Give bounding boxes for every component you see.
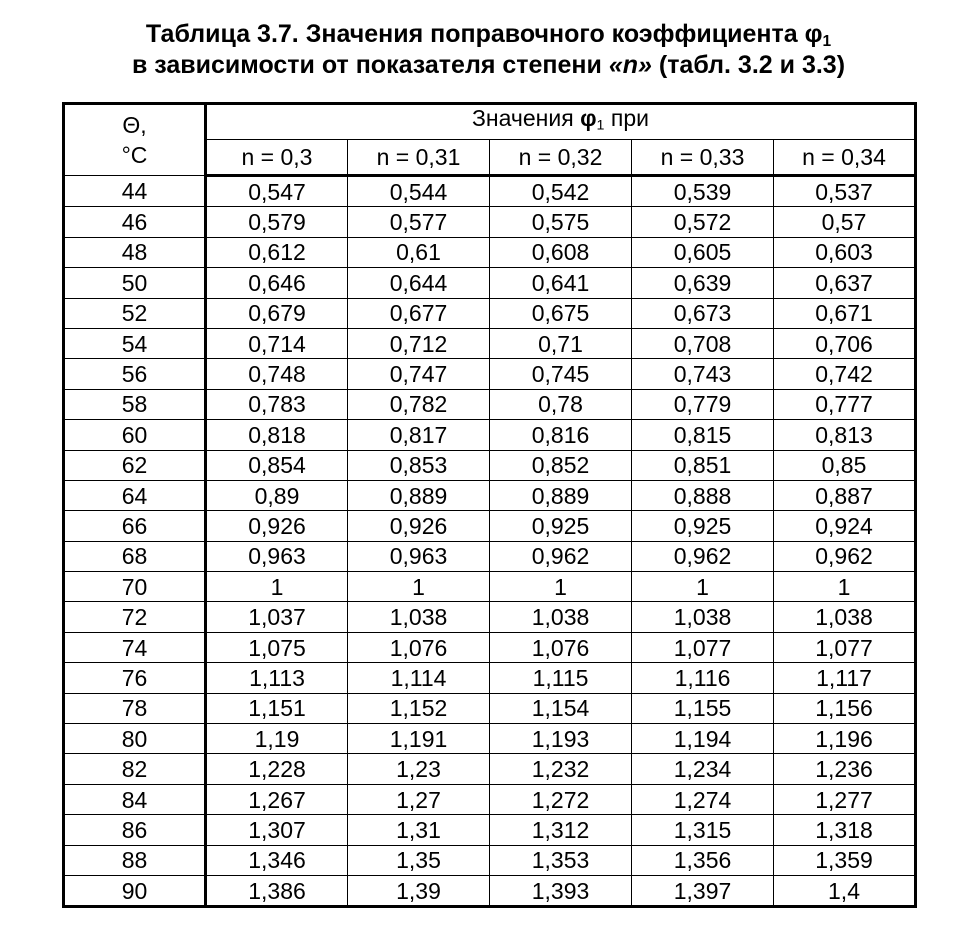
title-text: Таблица 3.7. Значения поправочного коэффициента — [145, 20, 805, 48]
coefficient-cell: 1,196 — [774, 724, 916, 754]
coefficient-cell: 0,963 — [348, 541, 490, 571]
coefficient-cell: 0,963 — [206, 541, 348, 571]
coefficient-cell: 0,924 — [774, 511, 916, 541]
coefficient-cell: 0,815 — [632, 420, 774, 450]
coefficient-cell: 1,151 — [206, 693, 348, 723]
coefficient-cell: 0,962 — [774, 541, 916, 571]
coefficient-cell: 0,925 — [490, 511, 632, 541]
phi-subscript: 1 — [822, 32, 832, 50]
coefficient-cell: 1,346 — [206, 845, 348, 875]
coefficient-cell: 0,579 — [206, 207, 348, 237]
temperature-cell: 74 — [64, 632, 206, 662]
coefficient-cell: 0,577 — [348, 207, 490, 237]
coefficient-cell: 1,356 — [632, 845, 774, 875]
coefficient-cell: 1,19 — [206, 724, 348, 754]
coefficient-cell: 0,745 — [490, 359, 632, 389]
coefficient-cell: 0,926 — [206, 511, 348, 541]
coefficient-cell: 0,962 — [490, 541, 632, 571]
coefficient-cell: 1,116 — [632, 663, 774, 693]
coefficient-cell: 0,706 — [774, 328, 916, 358]
coefficient-cell: 0,639 — [632, 268, 774, 298]
table-row — [64, 480, 916, 510]
coefficient-cell: 0,544 — [348, 176, 490, 207]
coefficient-cell: 0,712 — [348, 328, 490, 358]
table-row — [64, 420, 916, 450]
temperature-cell: 52 — [64, 298, 206, 328]
group-prefix: Значения — [472, 105, 581, 132]
temperature-cell: 86 — [64, 815, 206, 845]
coefficient-cell: 0,889 — [348, 480, 490, 510]
unit-label: °C — [121, 142, 148, 168]
column-header: n = 0,31 — [348, 140, 490, 176]
table-row — [64, 724, 916, 754]
table-row — [64, 328, 916, 358]
table-row — [64, 693, 916, 723]
coefficient-cell: 0,675 — [490, 298, 632, 328]
coefficient-cell: 0,61 — [348, 237, 490, 267]
table-row — [64, 359, 916, 389]
coefficient-cell: 1,277 — [774, 784, 916, 814]
coefficient-cell: 1,152 — [348, 693, 490, 723]
table-row — [64, 602, 916, 632]
temperature-cell: 70 — [64, 572, 206, 602]
coefficient-cell: 0,779 — [632, 389, 774, 419]
table-row — [64, 754, 916, 784]
coefficient-cell: 0,572 — [632, 207, 774, 237]
coefficient-cell: 1,232 — [490, 754, 632, 784]
temperature-cell: 90 — [64, 875, 206, 906]
coefficient-cell: 0,782 — [348, 389, 490, 419]
coefficient-cell: 0,708 — [632, 328, 774, 358]
coefficient-cell: 0,677 — [348, 298, 490, 328]
table-row — [64, 176, 916, 207]
temperature-cell: 68 — [64, 541, 206, 571]
coefficient-cell: 1,272 — [490, 784, 632, 814]
coefficient-cell: 0,679 — [206, 298, 348, 328]
temperature-cell: 84 — [64, 784, 206, 814]
coefficient-cell: 1,4 — [774, 875, 916, 906]
coefficient-cell: 0,926 — [348, 511, 490, 541]
coefficient-cell: 0,646 — [206, 268, 348, 298]
coefficient-cell: 1,39 — [348, 875, 490, 906]
coefficient-cell: 0,71 — [490, 328, 632, 358]
temperature-cell: 88 — [64, 845, 206, 875]
table-row — [64, 237, 916, 267]
coefficient-cell: 0,671 — [774, 298, 916, 328]
column-header: n = 0,3 — [206, 140, 348, 176]
coefficient-cell: 1,117 — [774, 663, 916, 693]
table-title-line2 — [0, 50, 977, 80]
coefficient-cell: 0,777 — [774, 389, 916, 419]
coefficient-cell: 0,78 — [490, 389, 632, 419]
group-header — [206, 104, 916, 140]
coefficient-cell: 0,888 — [632, 480, 774, 510]
table-row — [64, 845, 916, 875]
coefficient-cell: 1,155 — [632, 693, 774, 723]
temperature-cell: 54 — [64, 328, 206, 358]
coefficient-cell: 0,85 — [774, 450, 916, 480]
coefficient-cell: 1,077 — [632, 632, 774, 662]
coefficient-cell: 1,191 — [348, 724, 490, 754]
coefficient-cell: 0,637 — [774, 268, 916, 298]
temperature-cell: 50 — [64, 268, 206, 298]
column-header: n = 0,32 — [490, 140, 632, 176]
coefficient-cell: 1,075 — [206, 632, 348, 662]
coefficient-cell: 1,154 — [490, 693, 632, 723]
coefficient-cell: 0,714 — [206, 328, 348, 358]
title-line2-prefix: в зависимости от показателя степени — [131, 51, 609, 79]
coefficient-cell: 1,114 — [348, 663, 490, 693]
temperature-cell: 58 — [64, 389, 206, 419]
coefficient-cell: 1,318 — [774, 815, 916, 845]
table-row — [64, 572, 916, 602]
coefficient-cell: 1,077 — [774, 632, 916, 662]
table-row — [64, 207, 916, 237]
coefficient-cell: 1,193 — [490, 724, 632, 754]
coefficient-table — [62, 102, 917, 908]
table-row — [64, 632, 916, 662]
table-row — [64, 541, 916, 571]
coefficient-cell: 1,156 — [774, 693, 916, 723]
coefficient-cell: 0,851 — [632, 450, 774, 480]
coefficient-cell: 0,817 — [348, 420, 490, 450]
coefficient-cell: 0,605 — [632, 237, 774, 267]
coefficient-cell: 0,853 — [348, 450, 490, 480]
temperature-cell: 66 — [64, 511, 206, 541]
coefficient-cell: 0,57 — [774, 207, 916, 237]
temperature-cell: 44 — [64, 176, 206, 207]
coefficient-cell: 1 — [490, 572, 632, 602]
coefficient-cell: 1,353 — [490, 845, 632, 875]
title-var-n: «n» — [608, 51, 652, 79]
temperature-cell: 60 — [64, 420, 206, 450]
phi-symbol: φ — [804, 20, 823, 48]
temperature-cell: 48 — [64, 237, 206, 267]
coefficient-cell: 1,113 — [206, 663, 348, 693]
coefficient-cell: 1,038 — [774, 602, 916, 632]
coefficient-cell: 0,89 — [206, 480, 348, 510]
coefficient-cell: 1,393 — [490, 875, 632, 906]
coefficient-cell: 1,236 — [774, 754, 916, 784]
coefficient-cell: 1,35 — [348, 845, 490, 875]
coefficient-cell: 1,274 — [632, 784, 774, 814]
coefficient-cell: 1,115 — [490, 663, 632, 693]
temperature-cell: 72 — [64, 602, 206, 632]
title-line2-suffix: (табл. 3.2 и 3.3) — [651, 51, 846, 79]
coefficient-cell: 0,887 — [774, 480, 916, 510]
coefficient-cell: 0,962 — [632, 541, 774, 571]
theta-header — [64, 104, 206, 176]
coefficient-cell: 0,542 — [490, 176, 632, 207]
coefficient-cell: 1 — [206, 572, 348, 602]
coefficient-cell: 1,31 — [348, 815, 490, 845]
table-row — [64, 511, 916, 541]
coefficient-cell: 1,037 — [206, 602, 348, 632]
coefficient-cell: 0,608 — [490, 237, 632, 267]
coefficient-cell: 0,852 — [490, 450, 632, 480]
coefficient-cell: 0,742 — [774, 359, 916, 389]
coefficient-cell: 0,673 — [632, 298, 774, 328]
table-row — [64, 298, 916, 328]
coefficient-cell: 1,312 — [490, 815, 632, 845]
coefficient-cell: 1,315 — [632, 815, 774, 845]
table-row — [64, 663, 916, 693]
coefficient-cell: 1,23 — [348, 754, 490, 784]
temperature-cell: 80 — [64, 724, 206, 754]
coefficient-cell: 0,889 — [490, 480, 632, 510]
temperature-cell: 56 — [64, 359, 206, 389]
coefficient-cell: 0,925 — [632, 511, 774, 541]
coefficient-cell: 0,783 — [206, 389, 348, 419]
coefficient-cell: 1 — [774, 572, 916, 602]
coefficient-cell: 1,386 — [206, 875, 348, 906]
coefficient-cell: 1,194 — [632, 724, 774, 754]
table-body — [64, 176, 916, 907]
coefficient-cell: 1,27 — [348, 784, 490, 814]
temperature-cell: 46 — [64, 207, 206, 237]
coefficient-cell: 1,307 — [206, 815, 348, 845]
coefficient-cell: 0,818 — [206, 420, 348, 450]
table-row — [64, 450, 916, 480]
group-phi-symbol: φ — [580, 105, 597, 132]
coefficient-cell: 1,076 — [348, 632, 490, 662]
table-row — [64, 875, 916, 906]
coefficient-cell: 1,228 — [206, 754, 348, 784]
column-header: n = 0,33 — [632, 140, 774, 176]
temperature-cell: 62 — [64, 450, 206, 480]
coefficient-cell: 1 — [632, 572, 774, 602]
coefficient-cell: 0,603 — [774, 237, 916, 267]
coefficient-cell: 1,038 — [348, 602, 490, 632]
temperature-cell: 64 — [64, 480, 206, 510]
coefficient-cell: 1,076 — [490, 632, 632, 662]
group-phi-subscript: 1 — [596, 117, 605, 134]
coefficient-cell: 0,813 — [774, 420, 916, 450]
coefficient-cell: 0,854 — [206, 450, 348, 480]
coefficient-cell: 0,743 — [632, 359, 774, 389]
table-row — [64, 268, 916, 298]
coefficient-cell: 1,234 — [632, 754, 774, 784]
coefficient-cell: 0,537 — [774, 176, 916, 207]
coefficient-cell: 0,539 — [632, 176, 774, 207]
column-header: n = 0,34 — [774, 140, 916, 176]
coefficient-cell: 0,547 — [206, 176, 348, 207]
coefficient-cell: 1,267 — [206, 784, 348, 814]
coefficient-cell: 1,038 — [632, 602, 774, 632]
table-row — [64, 784, 916, 814]
coefficient-cell: 1,397 — [632, 875, 774, 906]
coefficient-cell: 0,816 — [490, 420, 632, 450]
coefficient-cell: 0,747 — [348, 359, 490, 389]
coefficient-cell: 0,641 — [490, 268, 632, 298]
coefficient-cell: 0,612 — [206, 237, 348, 267]
coefficient-cell: 1,038 — [490, 602, 632, 632]
temperature-cell: 78 — [64, 693, 206, 723]
coefficient-cell: 1,359 — [774, 845, 916, 875]
temperature-cell: 82 — [64, 754, 206, 784]
temperature-cell: 76 — [64, 663, 206, 693]
table-row — [64, 389, 916, 419]
coefficient-cell: 0,575 — [490, 207, 632, 237]
theta-label: Θ, — [122, 112, 147, 138]
group-suffix: при — [604, 105, 649, 132]
coefficient-cell: 0,644 — [348, 268, 490, 298]
table-row — [64, 815, 916, 845]
coefficient-cell: 1 — [348, 572, 490, 602]
coefficient-cell: 0,748 — [206, 359, 348, 389]
